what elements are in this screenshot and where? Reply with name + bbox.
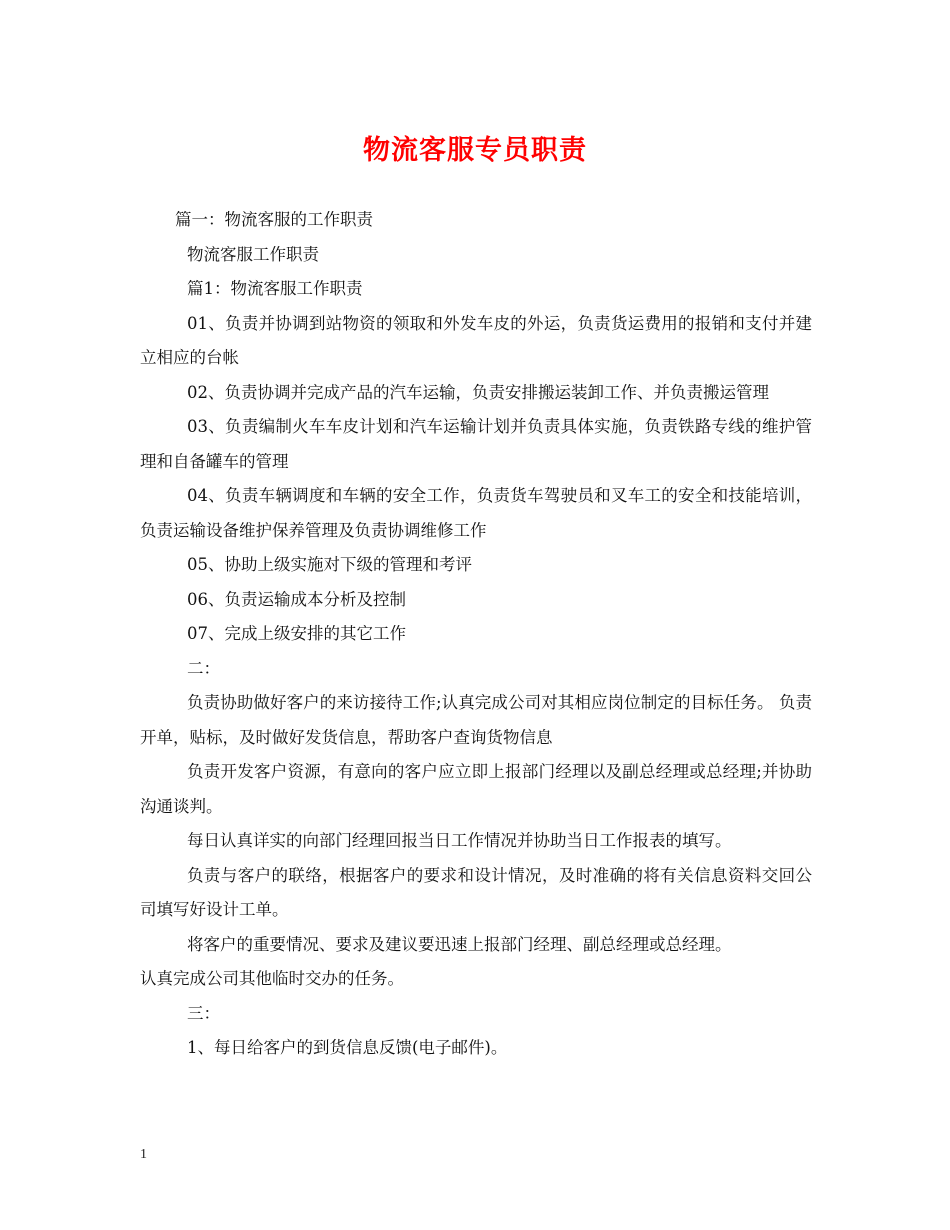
page-number: 1 [140, 1147, 147, 1162]
duty-item: 06、负责运输成本分析及控制 [187, 589, 406, 609]
paragraph: 负责协助做好客户的来访接待工作;认真完成公司对其相应岗位制定的目标任务。 负责开单，贴标，及时做好发货信息，帮助客户查询货物信息 [140, 693, 812, 747]
duty-item: 02、负责协调并完成产品的汽车运输，负责安排搬运装卸工作、并负责搬运管理 [187, 382, 769, 402]
paragraph: 负责开发客户资源，有意向的客户应立即上报部门经理以及副总经理或总经理;并协助沟通谈判。 [140, 762, 812, 816]
section-heading: 三： [187, 1003, 220, 1023]
duty-item: 03、负责编制火车车皮计划和汽车运输计划并负责具体实施，负责铁路专线的维护管理和自备罐车的管理 [140, 417, 812, 471]
paragraph: 认真完成公司其他临时交办的任务。 [140, 969, 404, 988]
duty-item: 05、协助上级实施对下级的管理和考评 [187, 555, 472, 574]
paragraph: 负责与客户的联络，根据客户的要求和设计情况，及时准确的将有关信息资料交回公司填写好设计工单。 [140, 865, 812, 919]
duty-item: 01、负责并协调到站物资的领取和外发车皮的外运，负责货运费用的报销和支付并建立相应的台帐 [140, 313, 812, 367]
paragraph: 1、每日给客户的到货信息反馈(电子邮件)。 [187, 1038, 508, 1057]
duty-item: 07、完成上级安排的其它工作 [187, 624, 406, 643]
subsection-heading: 篇1：物流客服工作职责 [187, 279, 363, 298]
subsection-heading: 物流客服工作职责 [187, 244, 319, 264]
section-heading: 篇一：物流客服的工作职责 [175, 210, 373, 229]
paragraph: 将客户的重要情况、要求及建议要迅速上报部门经理、副总经理或总经理。 [187, 934, 732, 954]
document-body [140, 203, 812, 1066]
duty-item: 04、负责车辆调度和车辆的安全工作，负责货车驾驶员和叉车工的安全和技能培训，负责运输设备维护保养管理及负责协调维修工作 [140, 486, 812, 540]
section-heading: 二： [187, 658, 220, 678]
document-title: 物流客服专员职责 [363, 135, 587, 166]
paragraph: 每日认真详实的向部门经理回报当日工作情况并协助当日工作报表的填写。 [187, 831, 732, 850]
